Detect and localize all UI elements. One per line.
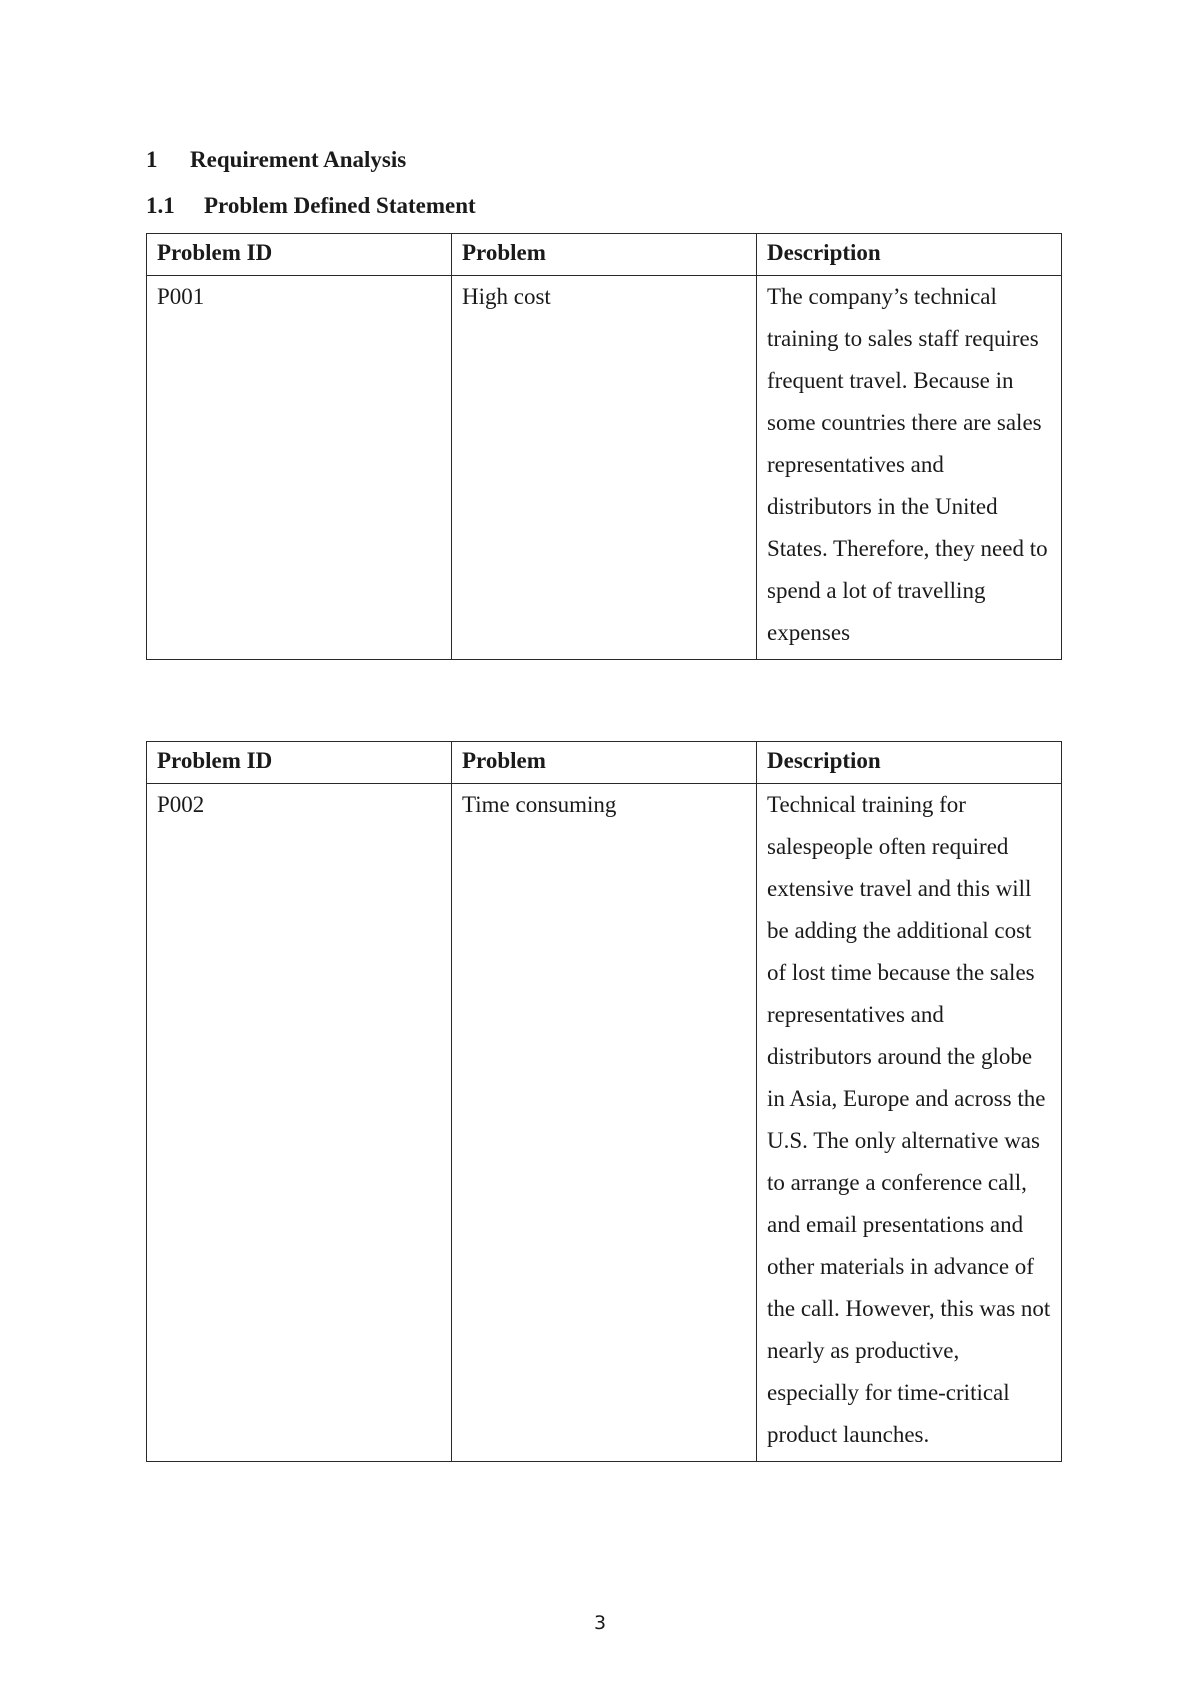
table-header-row	[147, 742, 1062, 784]
cell-problem: Time consuming	[452, 784, 757, 1462]
header-description: Description	[757, 234, 1062, 276]
section-title: Requirement Analysis	[190, 147, 407, 172]
header-problem-id: Problem ID	[147, 234, 452, 276]
table-header-row	[147, 234, 1062, 276]
subsection-title: Problem Defined Statement	[204, 193, 476, 218]
subsection-number: 1.1	[146, 193, 175, 218]
problem-table-p001	[146, 233, 1062, 660]
subsection-heading-problem-defined-statement	[146, 192, 476, 220]
table-row	[147, 276, 1062, 660]
page-number: 3	[593, 1612, 607, 1634]
cell-problem-id: P001	[147, 276, 452, 660]
table-row	[147, 784, 1062, 1462]
cell-description: The company’s technical training to sales staff requires frequent travel. Because in some countries there are sales representatives and distributors in the United States. Therefore, they need to spend a lot of travelling expenses	[757, 276, 1062, 660]
cell-description: Technical training for salespeople often required extensive travel and this will be adding the additional cost of lost time because the sales representatives and distributors around the globe in Asia, Europe and across the U.S. The only alternative was to arrange a conference call, and email presentations and other materials in advance of the call. However, this was not nearly as productive, especially for time-critical product launches.	[757, 784, 1062, 1462]
section-number: 1	[146, 147, 158, 172]
cell-problem-id: P002	[147, 784, 452, 1462]
problem-table-p002	[146, 741, 1062, 1462]
header-problem-id: Problem ID	[147, 742, 452, 784]
header-description: Description	[757, 742, 1062, 784]
section-heading-requirement-analysis	[146, 146, 406, 174]
header-problem: Problem	[452, 234, 757, 276]
cell-problem: High cost	[452, 276, 757, 660]
header-problem: Problem	[452, 742, 757, 784]
